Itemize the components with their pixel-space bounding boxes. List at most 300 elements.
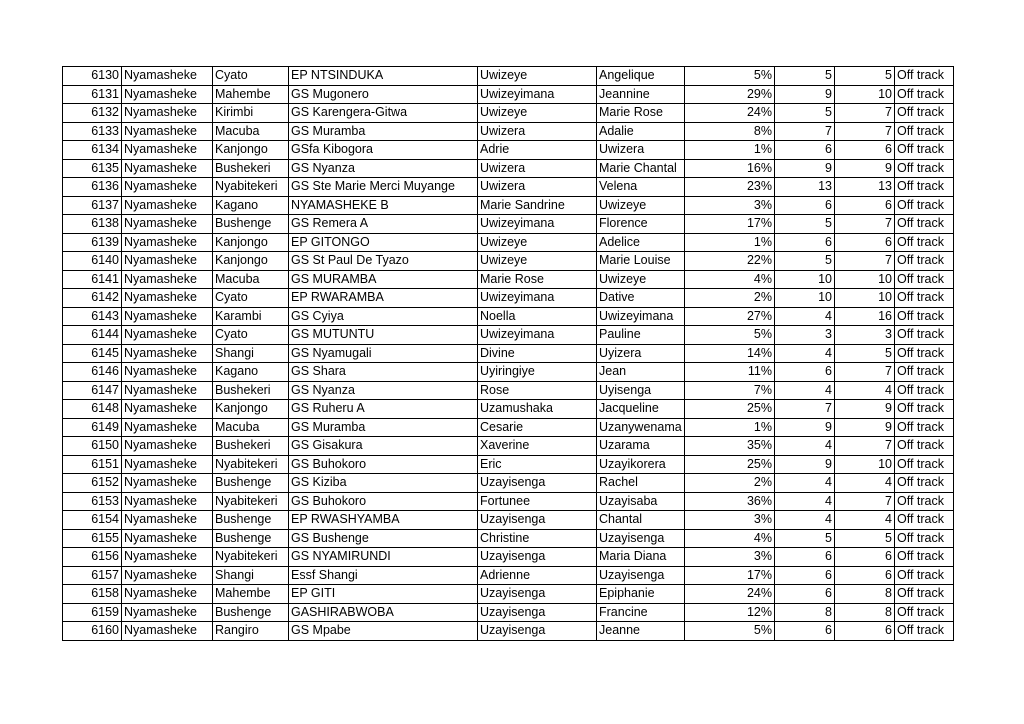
cell-district: Nyamasheke xyxy=(122,529,213,548)
table-row xyxy=(63,233,954,252)
cell-row-id: 6134 xyxy=(63,141,122,160)
cell-first-name: Adrienne xyxy=(478,566,597,585)
cell-row-id: 6138 xyxy=(63,215,122,234)
cell-percentage: 29% xyxy=(685,85,775,104)
cell-sector: Cyato xyxy=(213,289,289,308)
cell-school: GS Remera A xyxy=(289,215,478,234)
cell-count-b: 3 xyxy=(835,326,895,345)
table-row xyxy=(63,326,954,345)
cell-percentage: 22% xyxy=(685,252,775,271)
cell-percentage: 35% xyxy=(685,437,775,456)
table-row xyxy=(63,622,954,641)
cell-sector: Kanjongo xyxy=(213,141,289,160)
cell-status: Off track xyxy=(895,455,954,474)
cell-percentage: 1% xyxy=(685,418,775,437)
cell-row-id: 6135 xyxy=(63,159,122,178)
cell-first-name: Uwizeye xyxy=(478,252,597,271)
cell-school: EP GITI xyxy=(289,585,478,604)
cell-district: Nyamasheke xyxy=(122,418,213,437)
cell-count-b: 8 xyxy=(835,585,895,604)
cell-status: Off track xyxy=(895,437,954,456)
cell-status: Off track xyxy=(895,566,954,585)
cell-percentage: 12% xyxy=(685,603,775,622)
table-row xyxy=(63,511,954,530)
cell-school: GS MURAMBA xyxy=(289,270,478,289)
cell-count-a: 4 xyxy=(775,511,835,530)
cell-count-a: 6 xyxy=(775,363,835,382)
table-row xyxy=(63,363,954,382)
cell-row-id: 6133 xyxy=(63,122,122,141)
cell-status: Off track xyxy=(895,196,954,215)
cell-percentage: 3% xyxy=(685,511,775,530)
cell-district: Nyamasheke xyxy=(122,141,213,160)
cell-percentage: 14% xyxy=(685,344,775,363)
cell-status: Off track xyxy=(895,85,954,104)
cell-percentage: 2% xyxy=(685,474,775,493)
cell-sector: Nyabitekeri xyxy=(213,492,289,511)
cell-district: Nyamasheke xyxy=(122,85,213,104)
cell-district: Nyamasheke xyxy=(122,196,213,215)
cell-school: GS Mpabe xyxy=(289,622,478,641)
table-row xyxy=(63,178,954,197)
cell-school: GS St Paul De Tyazo xyxy=(289,252,478,271)
cell-first-name: Uwizeyimana xyxy=(478,289,597,308)
cell-percentage: 1% xyxy=(685,233,775,252)
cell-last-name: Velena xyxy=(597,178,685,197)
table-row xyxy=(63,122,954,141)
table-row xyxy=(63,344,954,363)
cell-sector: Macuba xyxy=(213,270,289,289)
cell-first-name: Noella xyxy=(478,307,597,326)
cell-percentage: 16% xyxy=(685,159,775,178)
cell-sector: Bushekeri xyxy=(213,437,289,456)
cell-district: Nyamasheke xyxy=(122,67,213,86)
table-row xyxy=(63,548,954,567)
cell-row-id: 6150 xyxy=(63,437,122,456)
cell-count-b: 7 xyxy=(835,215,895,234)
table-row xyxy=(63,270,954,289)
cell-status: Off track xyxy=(895,492,954,511)
cell-last-name: Adelice xyxy=(597,233,685,252)
cell-last-name: Marie Chantal xyxy=(597,159,685,178)
cell-last-name: Pauline xyxy=(597,326,685,345)
cell-row-id: 6157 xyxy=(63,566,122,585)
cell-sector: Bushenge xyxy=(213,603,289,622)
cell-percentage: 11% xyxy=(685,363,775,382)
cell-row-id: 6147 xyxy=(63,381,122,400)
cell-school: EP RWASHYAMBA xyxy=(289,511,478,530)
cell-district: Nyamasheke xyxy=(122,252,213,271)
cell-count-b: 16 xyxy=(835,307,895,326)
cell-sector: Mahembe xyxy=(213,85,289,104)
cell-count-a: 5 xyxy=(775,252,835,271)
cell-percentage: 24% xyxy=(685,585,775,604)
cell-last-name: Uwizera xyxy=(597,141,685,160)
cell-last-name: Uzarama xyxy=(597,437,685,456)
cell-count-b: 6 xyxy=(835,196,895,215)
table-row xyxy=(63,566,954,585)
cell-count-a: 4 xyxy=(775,381,835,400)
cell-sector: Shangi xyxy=(213,344,289,363)
table-row xyxy=(63,474,954,493)
cell-district: Nyamasheke xyxy=(122,178,213,197)
cell-district: Nyamasheke xyxy=(122,474,213,493)
cell-row-id: 6155 xyxy=(63,529,122,548)
cell-count-a: 4 xyxy=(775,492,835,511)
cell-school: EP GITONGO xyxy=(289,233,478,252)
table-row xyxy=(63,159,954,178)
cell-count-b: 6 xyxy=(835,566,895,585)
cell-count-a: 9 xyxy=(775,455,835,474)
cell-status: Off track xyxy=(895,104,954,123)
cell-school: GS NYAMIRUNDI xyxy=(289,548,478,567)
cell-row-id: 6144 xyxy=(63,326,122,345)
cell-sector: Kagano xyxy=(213,363,289,382)
cell-last-name: Marie Louise xyxy=(597,252,685,271)
cell-row-id: 6148 xyxy=(63,400,122,419)
cell-count-b: 10 xyxy=(835,289,895,308)
cell-school: GS Ruheru A xyxy=(289,400,478,419)
table-row xyxy=(63,585,954,604)
cell-status: Off track xyxy=(895,233,954,252)
cell-percentage: 25% xyxy=(685,455,775,474)
cell-school: GS MUTUNTU xyxy=(289,326,478,345)
cell-count-a: 10 xyxy=(775,270,835,289)
cell-percentage: 3% xyxy=(685,196,775,215)
table-row xyxy=(63,437,954,456)
cell-last-name: Angelique xyxy=(597,67,685,86)
cell-district: Nyamasheke xyxy=(122,104,213,123)
cell-district: Nyamasheke xyxy=(122,215,213,234)
cell-percentage: 5% xyxy=(685,326,775,345)
cell-count-b: 9 xyxy=(835,418,895,437)
cell-district: Nyamasheke xyxy=(122,548,213,567)
cell-percentage: 8% xyxy=(685,122,775,141)
cell-school: GS Nyamugali xyxy=(289,344,478,363)
cell-count-b: 10 xyxy=(835,85,895,104)
cell-count-b: 5 xyxy=(835,529,895,548)
cell-district: Nyamasheke xyxy=(122,381,213,400)
cell-school: GS Karengera-Gitwa xyxy=(289,104,478,123)
cell-last-name: Uzayikorera xyxy=(597,455,685,474)
cell-row-id: 6136 xyxy=(63,178,122,197)
cell-sector: Shangi xyxy=(213,566,289,585)
cell-sector: Bushenge xyxy=(213,215,289,234)
cell-district: Nyamasheke xyxy=(122,326,213,345)
cell-count-a: 7 xyxy=(775,122,835,141)
table-row xyxy=(63,400,954,419)
cell-last-name: Chantal xyxy=(597,511,685,530)
cell-first-name: Uwizeye xyxy=(478,104,597,123)
table-row xyxy=(63,529,954,548)
table-row xyxy=(63,492,954,511)
cell-count-b: 6 xyxy=(835,622,895,641)
cell-percentage: 2% xyxy=(685,289,775,308)
cell-count-a: 4 xyxy=(775,437,835,456)
cell-count-b: 4 xyxy=(835,474,895,493)
cell-school: NYAMASHEKE B xyxy=(289,196,478,215)
cell-last-name: Florence xyxy=(597,215,685,234)
cell-row-id: 6145 xyxy=(63,344,122,363)
cell-status: Off track xyxy=(895,270,954,289)
cell-sector: Kanjongo xyxy=(213,233,289,252)
cell-last-name: Uwizeye xyxy=(597,270,685,289)
cell-status: Off track xyxy=(895,289,954,308)
cell-first-name: Uzayisenga xyxy=(478,548,597,567)
cell-sector: Bushenge xyxy=(213,529,289,548)
cell-last-name: Uzayisenga xyxy=(597,566,685,585)
cell-count-a: 8 xyxy=(775,603,835,622)
cell-count-a: 6 xyxy=(775,196,835,215)
table-row xyxy=(63,104,954,123)
cell-last-name: Uzayisaba xyxy=(597,492,685,511)
cell-percentage: 24% xyxy=(685,104,775,123)
cell-percentage: 5% xyxy=(685,67,775,86)
cell-status: Off track xyxy=(895,178,954,197)
cell-count-b: 7 xyxy=(835,492,895,511)
cell-status: Off track xyxy=(895,603,954,622)
cell-row-id: 6146 xyxy=(63,363,122,382)
cell-district: Nyamasheke xyxy=(122,603,213,622)
cell-first-name: Divine xyxy=(478,344,597,363)
cell-status: Off track xyxy=(895,511,954,530)
cell-row-id: 6130 xyxy=(63,67,122,86)
cell-district: Nyamasheke xyxy=(122,400,213,419)
cell-first-name: Uwizeye xyxy=(478,233,597,252)
cell-last-name: Epiphanie xyxy=(597,585,685,604)
cell-school: GASHIRABWOBA xyxy=(289,603,478,622)
cell-sector: Bushenge xyxy=(213,474,289,493)
cell-sector: Nyabitekeri xyxy=(213,548,289,567)
cell-count-b: 7 xyxy=(835,122,895,141)
cell-first-name: Uzayisenga xyxy=(478,603,597,622)
cell-status: Off track xyxy=(895,326,954,345)
cell-last-name: Jean xyxy=(597,363,685,382)
cell-sector: Bushekeri xyxy=(213,159,289,178)
cell-status: Off track xyxy=(895,215,954,234)
cell-count-a: 6 xyxy=(775,566,835,585)
cell-count-a: 4 xyxy=(775,344,835,363)
cell-last-name: Uzanywenama xyxy=(597,418,685,437)
cell-first-name: Fortunee xyxy=(478,492,597,511)
cell-percentage: 25% xyxy=(685,400,775,419)
cell-sector: Macuba xyxy=(213,418,289,437)
cell-status: Off track xyxy=(895,381,954,400)
cell-count-b: 6 xyxy=(835,141,895,160)
cell-count-a: 6 xyxy=(775,622,835,641)
cell-last-name: Uwizeyimana xyxy=(597,307,685,326)
cell-percentage: 1% xyxy=(685,141,775,160)
cell-row-id: 6139 xyxy=(63,233,122,252)
cell-first-name: Uwizeyimana xyxy=(478,85,597,104)
cell-count-b: 5 xyxy=(835,67,895,86)
cell-status: Off track xyxy=(895,141,954,160)
cell-last-name: Rachel xyxy=(597,474,685,493)
cell-district: Nyamasheke xyxy=(122,289,213,308)
cell-row-id: 6137 xyxy=(63,196,122,215)
cell-count-b: 13 xyxy=(835,178,895,197)
table-row xyxy=(63,141,954,160)
cell-sector: Nyabitekeri xyxy=(213,178,289,197)
cell-status: Off track xyxy=(895,400,954,419)
cell-status: Off track xyxy=(895,418,954,437)
table-row xyxy=(63,252,954,271)
cell-last-name: Uwizeye xyxy=(597,196,685,215)
cell-status: Off track xyxy=(895,67,954,86)
cell-percentage: 36% xyxy=(685,492,775,511)
cell-first-name: Cesarie xyxy=(478,418,597,437)
cell-district: Nyamasheke xyxy=(122,344,213,363)
cell-row-id: 6132 xyxy=(63,104,122,123)
cell-percentage: 7% xyxy=(685,381,775,400)
cell-last-name: Uyisenga xyxy=(597,381,685,400)
table-body xyxy=(63,67,954,641)
cell-sector: Rangiro xyxy=(213,622,289,641)
cell-count-a: 4 xyxy=(775,307,835,326)
cell-district: Nyamasheke xyxy=(122,455,213,474)
cell-sector: Bushekeri xyxy=(213,381,289,400)
cell-sector: Kagano xyxy=(213,196,289,215)
cell-count-b: 4 xyxy=(835,511,895,530)
cell-sector: Kanjongo xyxy=(213,400,289,419)
cell-first-name: Uwizeyimana xyxy=(478,326,597,345)
cell-sector: Cyato xyxy=(213,67,289,86)
cell-first-name: Uwizera xyxy=(478,159,597,178)
cell-count-a: 4 xyxy=(775,474,835,493)
cell-first-name: Adrie xyxy=(478,141,597,160)
cell-district: Nyamasheke xyxy=(122,122,213,141)
table-row xyxy=(63,67,954,86)
cell-last-name: Uyizera xyxy=(597,344,685,363)
cell-last-name: Uzayisenga xyxy=(597,529,685,548)
cell-first-name: Rose xyxy=(478,381,597,400)
cell-district: Nyamasheke xyxy=(122,363,213,382)
cell-row-id: 6143 xyxy=(63,307,122,326)
cell-sector: Bushenge xyxy=(213,511,289,530)
cell-school: GS Buhokoro xyxy=(289,455,478,474)
cell-last-name: Francine xyxy=(597,603,685,622)
cell-row-id: 6158 xyxy=(63,585,122,604)
cell-count-a: 5 xyxy=(775,104,835,123)
cell-first-name: Uzayisenga xyxy=(478,622,597,641)
cell-row-id: 6141 xyxy=(63,270,122,289)
cell-row-id: 6142 xyxy=(63,289,122,308)
table-row xyxy=(63,307,954,326)
cell-last-name: Adalie xyxy=(597,122,685,141)
table-row xyxy=(63,196,954,215)
cell-first-name: Uyiringiye xyxy=(478,363,597,382)
cell-count-a: 10 xyxy=(775,289,835,308)
cell-first-name: Uzamushaka xyxy=(478,400,597,419)
cell-school: GS Nyanza xyxy=(289,381,478,400)
cell-school: GSfa Kibogora xyxy=(289,141,478,160)
cell-row-id: 6151 xyxy=(63,455,122,474)
cell-count-a: 7 xyxy=(775,400,835,419)
cell-district: Nyamasheke xyxy=(122,159,213,178)
cell-status: Off track xyxy=(895,344,954,363)
cell-school: GS Shara xyxy=(289,363,478,382)
cell-school: GS Ste Marie Merci Muyange xyxy=(289,178,478,197)
cell-percentage: 4% xyxy=(685,270,775,289)
cell-sector: Macuba xyxy=(213,122,289,141)
cell-district: Nyamasheke xyxy=(122,492,213,511)
cell-status: Off track xyxy=(895,122,954,141)
cell-district: Nyamasheke xyxy=(122,511,213,530)
cell-count-a: 6 xyxy=(775,548,835,567)
cell-school: GS Kiziba xyxy=(289,474,478,493)
cell-status: Off track xyxy=(895,159,954,178)
cell-count-b: 9 xyxy=(835,400,895,419)
table-row xyxy=(63,381,954,400)
cell-row-id: 6152 xyxy=(63,474,122,493)
table-row xyxy=(63,289,954,308)
cell-count-a: 9 xyxy=(775,418,835,437)
cell-district: Nyamasheke xyxy=(122,566,213,585)
cell-percentage: 23% xyxy=(685,178,775,197)
table-row xyxy=(63,85,954,104)
cell-row-id: 6131 xyxy=(63,85,122,104)
cell-first-name: Uzayisenga xyxy=(478,474,597,493)
cell-first-name: Eric xyxy=(478,455,597,474)
table-row xyxy=(63,215,954,234)
cell-status: Off track xyxy=(895,252,954,271)
cell-status: Off track xyxy=(895,548,954,567)
cell-first-name: Christine xyxy=(478,529,597,548)
cell-row-id: 6160 xyxy=(63,622,122,641)
cell-school: Essf Shangi xyxy=(289,566,478,585)
table-row xyxy=(63,603,954,622)
cell-last-name: Dative xyxy=(597,289,685,308)
cell-count-b: 6 xyxy=(835,233,895,252)
cell-school: GS Muramba xyxy=(289,122,478,141)
cell-first-name: Marie Rose xyxy=(478,270,597,289)
cell-count-b: 9 xyxy=(835,159,895,178)
table-row xyxy=(63,455,954,474)
cell-count-b: 8 xyxy=(835,603,895,622)
cell-sector: Kirimbi xyxy=(213,104,289,123)
cell-count-b: 10 xyxy=(835,270,895,289)
cell-percentage: 4% xyxy=(685,529,775,548)
cell-count-a: 6 xyxy=(775,141,835,160)
cell-count-a: 5 xyxy=(775,215,835,234)
cell-row-id: 6154 xyxy=(63,511,122,530)
data-table xyxy=(62,66,954,641)
cell-count-a: 5 xyxy=(775,67,835,86)
cell-status: Off track xyxy=(895,363,954,382)
cell-school: EP NTSINDUKA xyxy=(289,67,478,86)
cell-last-name: Maria Diana xyxy=(597,548,685,567)
cell-percentage: 3% xyxy=(685,548,775,567)
cell-count-a: 9 xyxy=(775,85,835,104)
cell-school: GS Nyanza xyxy=(289,159,478,178)
cell-count-a: 13 xyxy=(775,178,835,197)
cell-district: Nyamasheke xyxy=(122,437,213,456)
cell-status: Off track xyxy=(895,474,954,493)
cell-status: Off track xyxy=(895,307,954,326)
cell-count-a: 5 xyxy=(775,529,835,548)
cell-count-b: 7 xyxy=(835,437,895,456)
cell-first-name: Uwizera xyxy=(478,122,597,141)
cell-first-name: Uwizeyimana xyxy=(478,215,597,234)
cell-school: EP RWARAMBA xyxy=(289,289,478,308)
cell-last-name: Jeannine xyxy=(597,85,685,104)
cell-status: Off track xyxy=(895,529,954,548)
cell-sector: Nyabitekeri xyxy=(213,455,289,474)
cell-row-id: 6153 xyxy=(63,492,122,511)
cell-count-b: 7 xyxy=(835,104,895,123)
cell-school: GS Mugonero xyxy=(289,85,478,104)
cell-count-b: 10 xyxy=(835,455,895,474)
